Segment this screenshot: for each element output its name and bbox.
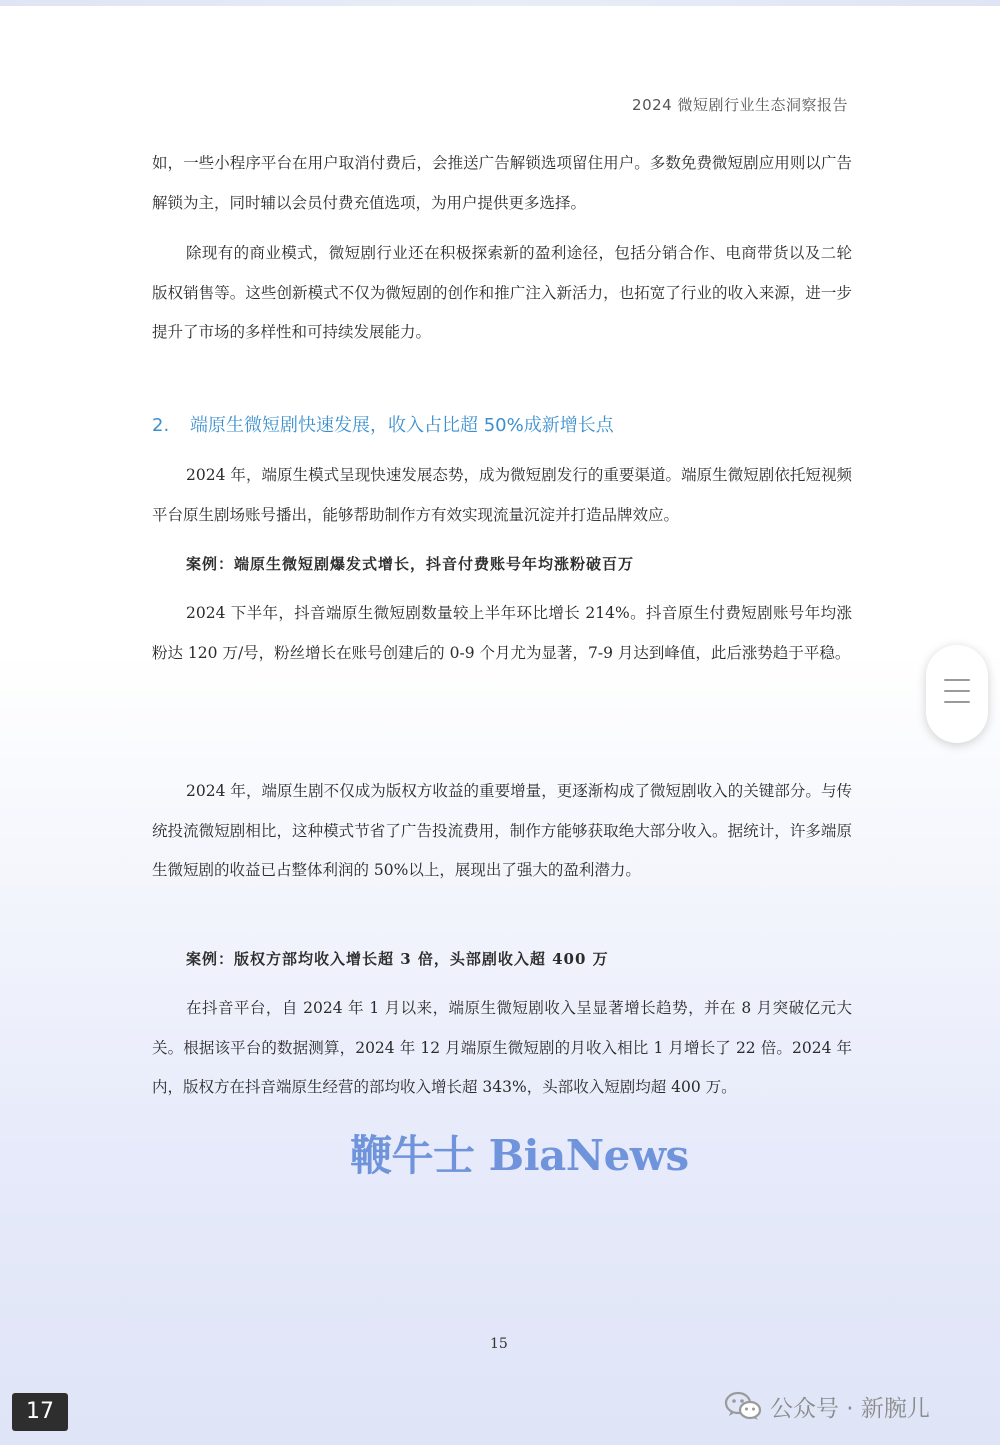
paragraph-douyin-followers: 2024 下半年，抖音端原生微短剧数量较上半年环比增长 214%。抖音原生付费短剧账号年均涨粉达 120 万/号，粉丝增长在账号创建后的 0-9 个月尤为显著，7-9 月达到峰值，此后涨势趋于平稳。	[152, 604, 852, 662]
section-number: 2.	[152, 415, 170, 436]
menu-scroll-handle[interactable]	[926, 645, 988, 743]
paragraph-new-revenue: 除现有的商业模式，微短剧行业还在积极探索新的盈利途径，包括分销合作、电商带货以及二轮版权销售等。这些创新模式不仅为微短剧的创作和推广注入新活力，也拓宽了行业的收入来源，进一步提升了市场的多样性和可持续发展能力。	[152, 244, 852, 341]
page-number: 15	[490, 1336, 508, 1352]
case-label-followers: 案例：端原生微短剧爆发式增长，抖音付费账号年均涨粉破百万	[186, 555, 635, 573]
case-label-revenue: 案例：版权方部均收入增长超 3 倍，头部剧收入超 400 万	[186, 950, 609, 968]
page-index-badge: 17	[12, 1393, 68, 1431]
paragraph-douyin-revenue: 在抖音平台，自 2024 年 1 月以来，端原生微短剧收入呈显著增长趋势，并在 8 月突破亿元大关。根据该平台的数据测算，2024 年 12 月端原生微短剧的月收入相比 1 月增长了 22 倍。2024 年内，版权方在抖音端原生经营的部均收入增长超 343%，头部收入短剧均超 400 万。	[152, 999, 852, 1096]
menu-line-icon	[944, 701, 970, 703]
wechat-icon	[724, 1390, 762, 1422]
menu-line-icon	[944, 679, 970, 681]
account-credit	[724, 1386, 930, 1426]
section-heading	[152, 408, 614, 444]
paragraph-native-revenue: 2024 年，端原生剧不仅成为版权方收益的重要增量，更逐渐构成了微短剧收入的关键部分。与传统投流微短剧相比，这种模式节省了广告投流费用，制作方能够获取绝大部分收入。据统计，许多端原生微短剧的收益已占整体利润的 50%以上，展现出了强大的盈利潜力。	[152, 782, 852, 879]
report-header-title: 2024 微短剧行业生态洞察报告	[632, 96, 848, 114]
section-title: 端原生微短剧快速发展，收入占比超 50%成新增长点	[190, 415, 614, 436]
paragraph-native-growth: 2024 年，端原生模式呈现快速发展态势，成为微短剧发行的重要渠道。端原生微短剧依托短视频平台原生剧场账号播出，能够帮助制作方有效实现流量沉淀并打造品牌效应。	[152, 466, 852, 524]
menu-line-icon	[944, 690, 970, 692]
watermark-logo: 鞭牛士 BiaNews	[350, 1131, 689, 1180]
top-strip	[0, 0, 1000, 6]
paragraph-ad-unlock: 如，一些小程序平台在用户取消付费后，会推送广告解锁选项留住用户。多数免费微短剧应用则以广告解锁为主，同时辅以会员付费充值选项，为用户提供更多选择。	[152, 154, 852, 212]
account-name: 公众号 · 新腕儿	[770, 1395, 930, 1422]
